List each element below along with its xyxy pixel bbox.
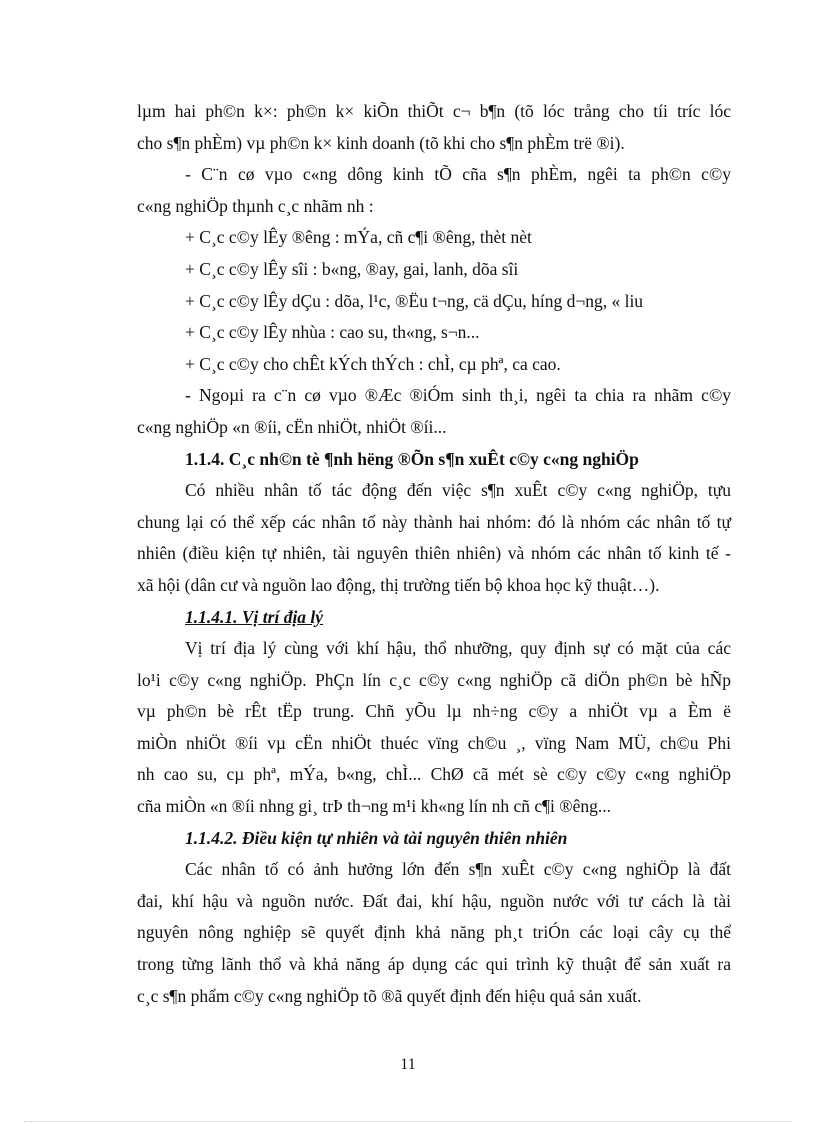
body-line: - Ngoµi ra c¨n cø vµo ®Æc ®iÓm sinh th¸i, ngêi ta chia ra nhãm c©y: [185, 385, 731, 406]
body-line: chung lại có thể xếp các nhân tố này thành hai nhóm: đó là nhóm các nhân tố tự: [137, 511, 731, 532]
body-line: lo¹i c©y c«ng nghiÖp. PhÇn lín c¸c c©y c«ng nghiÖp cã diÖn ph©n bè hÑp: [137, 669, 731, 690]
body-line: Có nhiều nhân tố tác động đến việc s¶n xuÊt c©y c«ng nghiÖp, tựu: [185, 480, 731, 501]
body-line: nh cao su, cµ phª, mÝa, b«ng, chÌ... ChØ cã mét sè c©y c©y c«ng nghiÖp: [137, 764, 731, 785]
section-heading-1-1-4: 1.1.4. C¸c nh©n tè ¶nh hëng ®Õn s¶n xuÊt c©y c«ng nghiÖp: [185, 448, 639, 469]
document-body: [137, 96, 731, 1012]
body-line: nhiên (điều kiện tự nhiên, tài nguyên thiên nhiên) và nhóm các nhân tố kinh tế -: [137, 543, 731, 564]
body-line: lµm hai ph©n k×: ph©n k× kiÕn thiÕt c¬ b¶n (tõ lóc trång cho tíi tríc lóc: [137, 101, 731, 121]
body-line: nguyên nông nghiệp sẽ quyết định khả năng ph¸t triÓn các loại cây cụ thể: [137, 922, 731, 943]
body-line: miÒn nhiÖt ®íi vµ cËn nhiÖt thuéc vïng ch©u ¸, vïng Nam MÜ, ch©u Phi: [137, 732, 731, 753]
list-item: + C¸c c©y cho chÊt kÝch thÝch : chÌ, cµ phª, ca cao.: [185, 353, 561, 374]
page-number: 11: [400, 1056, 416, 1073]
list-item: + C¸c c©y lÊy ®êng : mÝa, cñ c¶i ®êng, thèt nèt: [185, 227, 532, 248]
body-line: c¸c s¶n phẩm c©y c«ng nghiÖp tõ ®ã quyết định đến hiệu quả sản xuất.: [137, 985, 642, 1006]
body-line: - C¨n cø vµo c«ng dông kinh tÕ cña s¶n phÈm, ngêi ta ph©n c©y: [185, 164, 731, 185]
subsection-heading-1-1-4-2: [137, 823, 731, 855]
body-line: trong từng lãnh thổ và khả năng áp dụng các qui trình kỹ thuật để sản xuất ra: [137, 954, 731, 975]
page-bottom-dotted-rule: [24, 1121, 792, 1122]
body-line: c«ng nghiÖp «n ®íi, cËn nhiÖt, nhiÖt ®íi...: [137, 416, 447, 437]
body-line: cho s¶n phÈm) vµ ph©n k× kinh doanh (tõ khi cho s¶n phÈm trë ®i).: [137, 132, 625, 153]
subsection-heading-text: 1.1.4.2. Điều kiện tự nhiên và tài nguyên thiên nhiên: [185, 827, 568, 848]
list-item: + C¸c c©y lÊy sîi : b«ng, ®ay, gai, lanh, dõa sîi: [185, 258, 519, 279]
body-line: đai, khí hậu và nguồn nước. Đất đai, khí hậu, nguồn nước với tư cách là tài: [137, 890, 731, 911]
body-line: xã hội (dân cư và nguồn lao động, thị trường tiến bộ khoa học kỹ thuật…).: [137, 574, 660, 595]
body-line: cña miÒn «n ®íi nhng gi¸ trÞ th¬ng m¹i kh«ng lín nh cñ c¶i ®êng...: [137, 796, 611, 817]
body-line: c«ng nghiÖp thµnh c¸c nhãm nh :: [137, 195, 374, 216]
subsection-heading-1-1-4-1: [137, 602, 731, 634]
subsection-heading-text: 1.1.4.1. Vị trí địa lý: [185, 606, 324, 627]
body-line: Vị trí địa lý cùng với khí hậu, thổ nhưỡng, quy định sự có mặt của các: [185, 638, 731, 659]
body-line: Các nhân tố có ảnh hưởng lớn đến s¶n xuÊt c©y c«ng nghiÖp là đất: [185, 859, 731, 880]
body-line: vµ ph©n bè rÊt tËp trung. Chñ yÕu lµ nh÷ng c©y a nhiÖt vµ a Èm ë: [137, 701, 731, 722]
list-item: + C¸c c©y lÊy dÇu : dõa, l¹c, ®Ëu t¬ng, cä dÇu, híng d¬ng, « liu: [185, 290, 644, 311]
list-item: + C¸c c©y lÊy nhùa : cao su, th«ng, s¬n...: [185, 322, 480, 343]
